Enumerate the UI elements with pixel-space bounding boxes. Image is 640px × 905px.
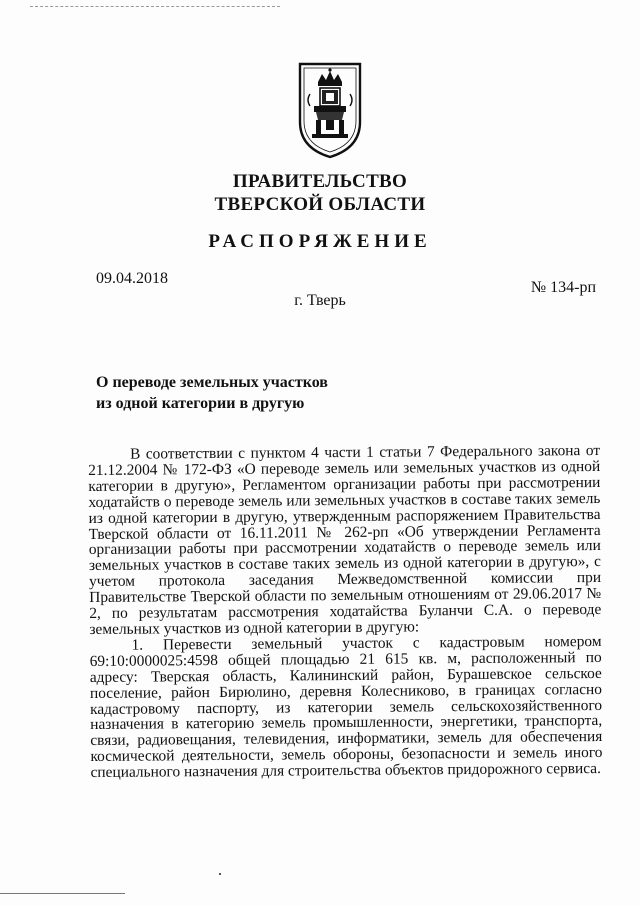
document-body xyxy=(88,443,603,781)
scan-artifact-top xyxy=(30,6,280,9)
org-title-line-2: ТВЕРСКОЙ ОБЛАСТИ xyxy=(214,194,426,215)
document-date: 09.04.2018 xyxy=(96,270,168,287)
body-paragraph-preamble: В соответствии с пунктом 4 части 1 статьи 7 Федерального закона от 21.12.2004 № 172-ФЗ «О переводе земель или земельных участков из одной категории в другую», Регламентом организации работы при рассмотрении ходатайств о переводе земель или земельных участков в составе таких земель из одной категории в другую, утвержденным распоряжением Правительства Тверской области от 16.11.2011 № 262-рп «Об утверждении Регламента организации работы при рассмотрении ходатайств о переводе земель или земельных участков в составе таких земель из одной категории в другую», с учетом протокола заседания Межведомственной комиссии при Правительстве Тверской области по земельным отношениям от 29.06.2017 № 2, по результатам рассмотрения ходатайства Буланчи С.А. о переводе земельных участков из одной категории в другую: xyxy=(88,441,602,638)
document-city: г. Тверь xyxy=(294,292,346,309)
subject-line-2: из одной категории в другую xyxy=(96,395,305,412)
scan-speck xyxy=(219,873,221,875)
body-paragraph-item-1: 1. Перевести земельный участок с кадастровым номером 69:10:0000025:4598 общей площадью 21 615 кв. м, расположенный по адресу: Тверская область, Калининский район, Бурашевское сельское поселение, район Бирюлино, деревня Колесниково, в границах согласно кадастровому паспорту, из категории земель сельскохозяйственного назначения в категорию земель промышленности, энергетики, транспорта, связи, радиовещания, телевидения, информатики, земель для обеспечения космической деятельности, земель обороны, безопасности и земель иного специального назначения для строительства объектов придорожного сервиса. xyxy=(89,632,603,782)
organization-title xyxy=(0,170,640,216)
org-title-line-1: ПРАВИТЕЛЬСТВО xyxy=(232,171,408,192)
subject-line-1: О переводе земельных участков xyxy=(96,374,328,391)
document-number: № 134-рп xyxy=(530,279,596,296)
document-type: РАСПОРЯЖЕНИЕ xyxy=(208,231,432,252)
coat-of-arms-emblem xyxy=(296,60,364,160)
scan-artifact-bottom xyxy=(0,893,125,895)
document-subject xyxy=(96,372,328,414)
